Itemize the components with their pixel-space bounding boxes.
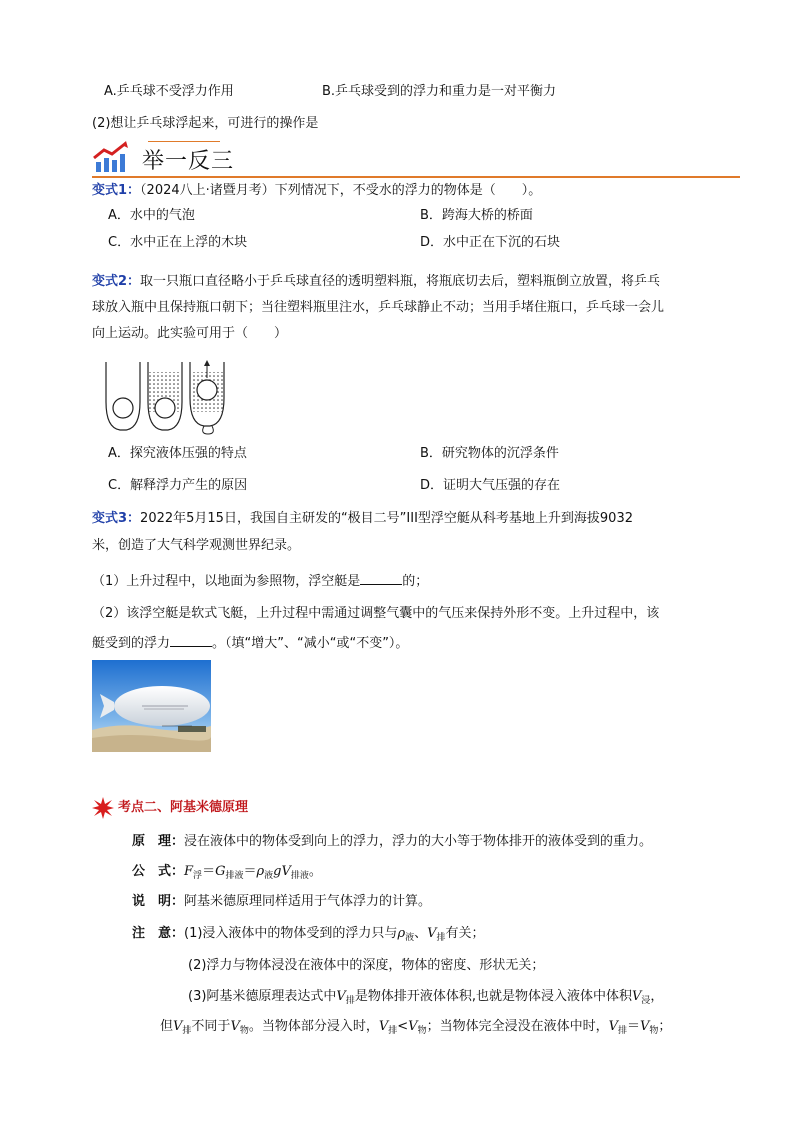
note-3-text-a: (3)阿基米德原理表达式中	[188, 989, 337, 1004]
section-title: 举一反三	[142, 149, 235, 174]
note-3-sub-jin: 浸	[641, 996, 651, 1006]
v1-option-b: B．跨海大桥的桥面	[420, 208, 533, 223]
variant-3-text1: 2022年5月15日，我国自主研发的“极目二号”III型浮空艇从科考基地上升到海拔9032	[140, 511, 633, 526]
explanation-text: 阿基米德原理同样适用于气体浮力的计算。	[184, 894, 432, 909]
v3-q1-text: （1）上升过程中，以地面为参照物，浮空艇是	[92, 574, 361, 589]
note-1-sub-ye: 液	[405, 933, 415, 943]
principle-line	[132, 832, 652, 852]
note-4-e: ；	[658, 1019, 672, 1034]
option-b: B.乒乓球受到的浮力和重力是一对平衡力	[322, 84, 557, 99]
note-4-sub-wu: 物	[239, 1026, 249, 1036]
note-4-V4: V	[408, 1019, 418, 1034]
note-1-end: 有关；	[445, 926, 485, 941]
explanation-line	[132, 892, 431, 912]
v2-option-b: B．研究物体的沉浮条件	[420, 446, 559, 461]
note-4-line	[160, 1017, 671, 1041]
note-4-sub-pai2: 排	[388, 1026, 398, 1036]
note-3-V2: V	[631, 989, 642, 1004]
note-1-V: V	[427, 926, 437, 941]
variant-2-line2: 球放入瓶中且保持瓶口朝下；当往塑料瓶里注水，乒乓球静止不动；当用手堵住瓶口，乒乓球一会儿	[92, 300, 665, 315]
airship-photo	[92, 660, 211, 752]
v1-option-a: A．水中的气泡	[108, 208, 195, 223]
note-3-line	[188, 987, 663, 1011]
variant-2-text1: 取一只瓶口直径略小于乒乓球直径的透明塑料瓶，将瓶底切去后，塑料瓶倒立放置，将乒乓	[140, 274, 661, 289]
variant-3-line1	[92, 509, 633, 529]
formula-g: g	[273, 864, 282, 879]
variant-2-label: 变式2：	[92, 274, 141, 289]
note-label: 注 意：	[132, 926, 185, 941]
principle-label: 原 理：	[132, 834, 185, 849]
note-4-c: 。当物体部分浸入时，	[248, 1019, 379, 1034]
variant-3-q2-line1: （2）该浮空艇是软式飞艇，上升过程中需通过调整气囊中的气压来保持外形不变。上升过程中，该	[92, 606, 660, 621]
v3-q1-blank[interactable]	[360, 570, 402, 585]
note-4-a: 但	[160, 1019, 174, 1034]
variant-1-text: （2024八上·诸暨月考）下列情况下，不受水的浮力的物体是（ ）。	[140, 183, 542, 198]
note-4-V: V	[173, 1019, 183, 1034]
formula-sub-fu: 浮	[193, 871, 203, 881]
red-star-icon	[92, 797, 114, 819]
growth-chart-icon	[92, 140, 132, 174]
note-3-sub-pai: 排	[345, 996, 355, 1006]
question-2: (2)想让乒乓球浮起来，可进行的操作是	[92, 116, 319, 131]
variant-3-q2-line2	[92, 632, 408, 654]
variant-3-q1	[92, 570, 428, 592]
formula-line	[132, 862, 322, 886]
note-4-b: 不同于	[191, 1019, 231, 1034]
formula-rho: ρ	[256, 864, 265, 879]
note-3-V: V	[336, 989, 346, 1004]
formula-G: G	[215, 864, 226, 879]
formula-F: F	[184, 864, 194, 879]
variant-1-question	[92, 181, 541, 201]
v3-q2-end: 。（填“增大”、“减小“或“不变”）。	[212, 636, 409, 651]
bottle-experiment-diagram	[100, 358, 230, 438]
variant-3-line2: 米，创造了大气科学观测世界纪录。	[92, 538, 301, 553]
note-1-sub-pai: 排	[436, 933, 446, 943]
v2-option-d: D．证明大气压强的存在	[420, 478, 561, 493]
v2-option-a: A．探究液体压强的特点	[108, 446, 247, 461]
note-4-V5: V	[608, 1019, 618, 1034]
formula-V: V	[281, 864, 291, 879]
note-4-sub-pai3: 排	[617, 1026, 627, 1036]
v3-q2-blank[interactable]	[170, 632, 212, 647]
note-3-text-b: 是物体排开液体体积,也就是物体浸入液体中体积	[354, 989, 632, 1004]
v1-option-d: D．水中正在下沉的石块	[420, 235, 561, 250]
v3-q1-end: 的；	[402, 574, 429, 589]
formula-sub-paiye: 排液	[225, 871, 244, 881]
formula-sub-ye: 液	[264, 871, 274, 881]
v3-q2-text: 艇受到的浮力	[92, 636, 171, 651]
variant-3-label: 变式3：	[92, 511, 141, 526]
note-4-eq: ＝	[627, 1019, 641, 1034]
note-1-sep: 、	[414, 926, 428, 941]
option-a: A.乒乓球不受浮力作用	[104, 84, 234, 99]
formula-label: 公 式：	[132, 864, 185, 879]
note-4-sub-wu2: 物	[417, 1026, 427, 1036]
variant-2-line1	[92, 272, 660, 292]
v1-option-c: C．水中正在上浮的木块	[108, 235, 248, 250]
note-4-V3: V	[378, 1019, 389, 1034]
note-1-text: (1)浸入液体中的物体受到的浮力只与	[184, 926, 398, 941]
note-1-line	[132, 924, 485, 948]
note-3-end: ，	[650, 989, 664, 1004]
variant-1-label: 变式1：	[92, 183, 141, 198]
note-4-V2: V	[230, 1019, 240, 1034]
v2-option-c: C．解释浮力产生的原因	[108, 478, 248, 493]
note-1-rho: ρ	[397, 926, 406, 941]
formula-eq1: ＝	[202, 864, 216, 879]
note-4-V6: V	[640, 1019, 650, 1034]
note-4-lt: <	[397, 1019, 409, 1034]
note-4-d: ；当物体完全浸没在液体中时，	[426, 1019, 609, 1034]
formula-eq2: ＝	[243, 864, 257, 879]
explanation-label: 说 明：	[132, 894, 185, 909]
formula-sub-pai: 排液	[290, 871, 309, 881]
kaodian-title: 考点二、阿基米德原理	[118, 800, 249, 815]
principle-text: 浸在液体中的物体受到向上的浮力，浮力的大小等于物体排开的液体受到的重力。	[184, 834, 653, 849]
variant-2-line3: 向上运动。此实验可用于（ ）	[92, 326, 288, 341]
note-2-line: (2)浮力与物体浸没在液体中的深度，物体的密度、形状无关；	[188, 958, 545, 973]
note-4-sub-wu3: 物	[649, 1026, 659, 1036]
section-divider	[92, 176, 740, 178]
note-4-sub-pai: 排	[182, 1026, 192, 1036]
formula-end: 。	[308, 864, 322, 879]
